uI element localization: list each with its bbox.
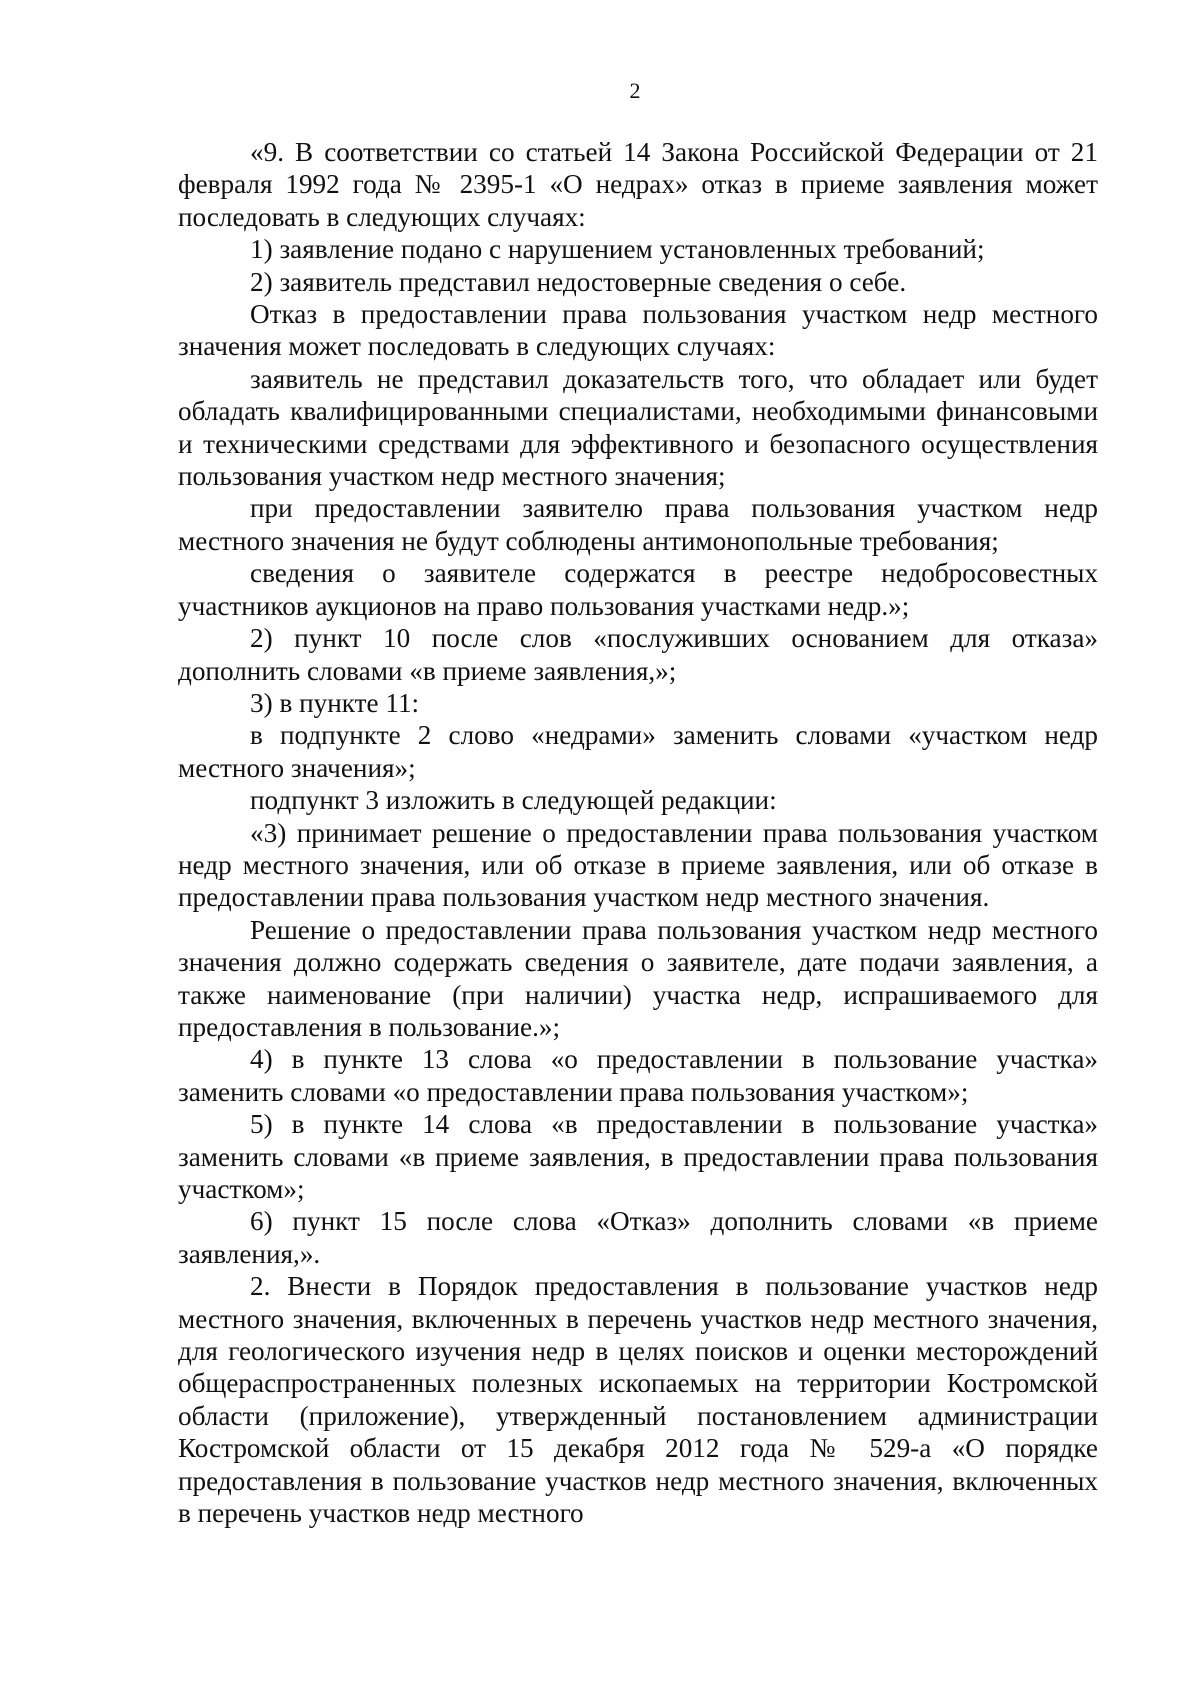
paragraph: 1) заявление подано с нарушением установленных требований; xyxy=(250,234,985,265)
paragraph: «9. В соответствии со статьей 14 Закона Российской Федерации от 21 февраля 1992 года № 2395-1 «О недрах» отказ в приеме заявления может последовать в следующих случаях: xyxy=(178,137,1098,232)
paragraph: 2. Внести в Порядок предоставления в пользование участков недр местного значения, включенных в перечень участков недр местного значения, для геологического изучения недр в целях поисков и оценки месторождений общераспространенных полезных ископаемых на территории Костромской области (приложение), утвержденный постановлением администрации Костромской области от 15 декабря 2012 года № 529-а «О порядке предоставления в пользование участков недр местного значения, включенных в перечень участков недр местного xyxy=(178,1271,1098,1529)
paragraph: «3) принимает решение о предоставлении права пользования участком недр местного значения, или об отказе в приеме заявления, или об отказе в предоставлении права пользования участком недр местного значения. xyxy=(178,817,1098,913)
paragraph: Решение о предоставлении права пользования участком недр местного значения должно содержать сведения о заявителе, дате подачи заявления, а также наименование (при наличии) участка недр, испрашиваемого для предоставления в пользование.»; xyxy=(178,914,1098,1042)
paragraph: при предоставлении заявителю права пользования участком недр местного значения не будут соблюдены антимонопольные требования; xyxy=(178,493,1098,556)
paragraph: сведения о заявителе содержатся в реестре недобросовестных участников аукционов на право пользования участками недр.»; xyxy=(178,558,1098,621)
paragraph: 2) пункт 10 после слов «послуживших основанием для отказа» дополнить словами «в приеме заявления,»; xyxy=(178,623,1098,686)
paragraph: подпункт 3 изложить в следующей редакции: xyxy=(250,785,777,816)
page-number: 2 xyxy=(629,78,641,103)
paragraph: Отказ в предоставлении права пользования участком недр местного значения может последовать в следующих случаях: xyxy=(178,299,1098,362)
paragraph: 6) пункт 15 после слова «Отказ» дополнить словами «в приеме заявления,». xyxy=(178,1206,1098,1269)
paragraph: 5) в пункте 14 слова «в предоставлении в пользование участка» заменить словами «в приеме заявления, в предоставлении права пользования участком»; xyxy=(178,1109,1098,1204)
paragraph: 4) в пункте 13 слова «о предоставлении в пользование участка» заменить словами «о предоставлении права пользования участком»; xyxy=(178,1044,1098,1107)
paragraph: 2) заявитель представил недостоверные сведения о себе. xyxy=(250,266,907,297)
paragraph: заявитель не представил доказательств того, что обладает или будет обладать квалифицированными специалистами, необходимыми финансовыми и техническими средствами для эффективного и безопасного осуществления пользования участком недр местного значения; xyxy=(178,363,1098,492)
paragraph: 3) в пункте 11: xyxy=(250,687,420,718)
paragraph: в подпункте 2 слово «недрами» заменить словами «участком недр местного значения»; xyxy=(178,720,1098,783)
document-body xyxy=(178,136,1098,1529)
